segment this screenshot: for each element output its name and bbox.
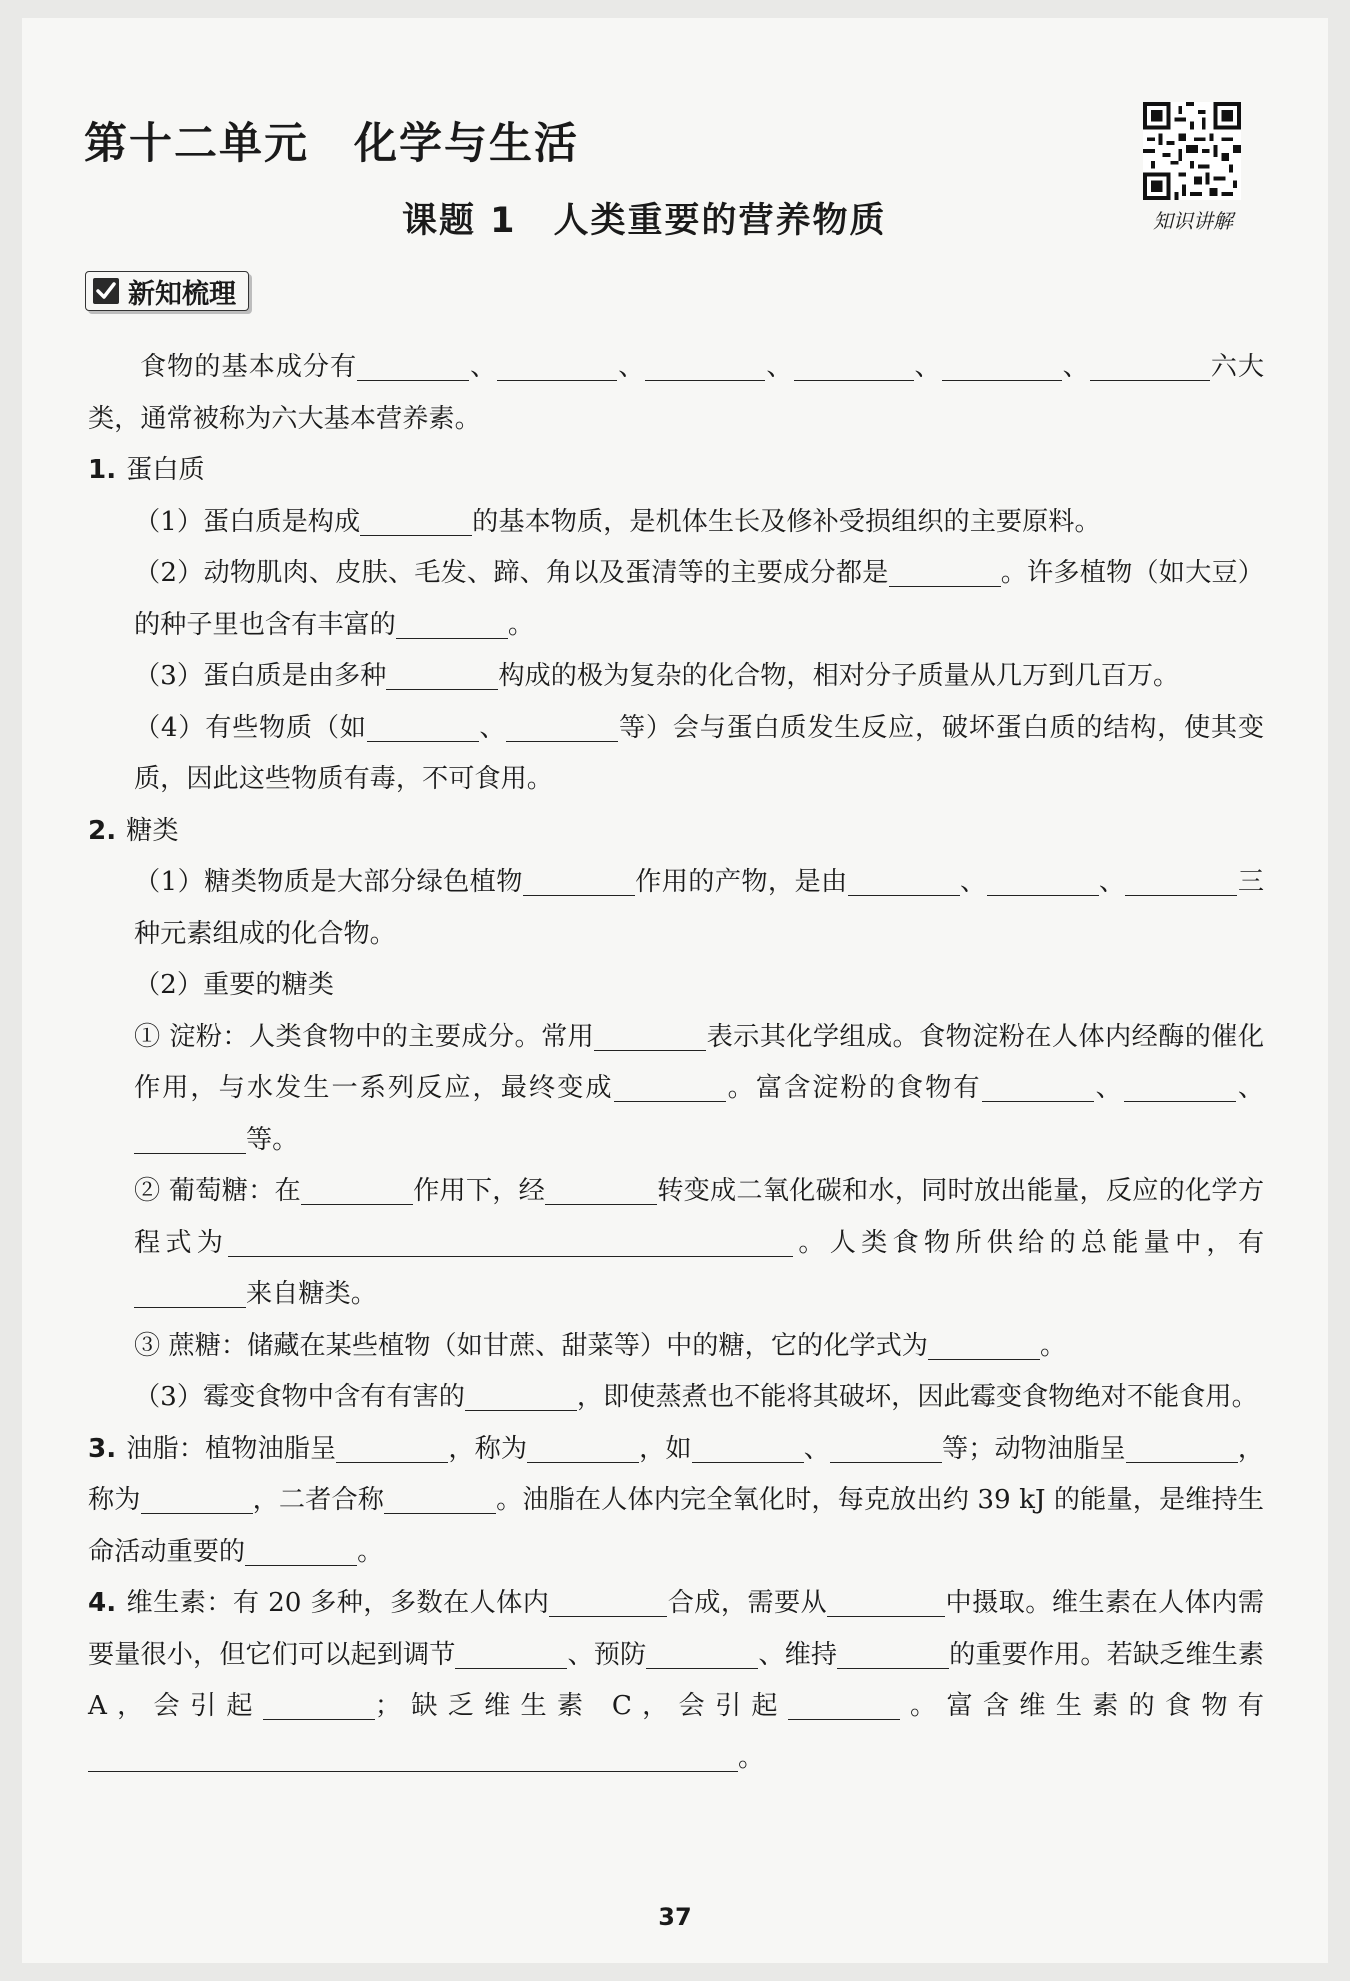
answer-blank[interactable] xyxy=(788,1693,900,1720)
answer-blank[interactable] xyxy=(245,1538,357,1565)
answer-blank[interactable] xyxy=(692,1435,804,1462)
protein-item-1: （1）蛋白质是构成 的基本物质，是机体生长及修补受损组织的主要原料。 xyxy=(134,506,1101,537)
answer-blank[interactable] xyxy=(1124,1075,1236,1102)
protein-item-4: （4）有些物质（如 、 等）会与蛋白质发生反应，破坏蛋白质的结构，使其变质，因此这些物质有毒，不可食用。 xyxy=(134,712,1265,794)
glucose-item: ② 葡萄糖：在 作用下，经 转变成二氧化碳和水，同时放出能量，反应的化学方程式为 。人类食物所供给的总能量中，有来自糖类。 xyxy=(134,1176,1265,1309)
answer-blank[interactable] xyxy=(1090,354,1210,381)
answer-blank[interactable] xyxy=(134,1126,246,1153)
answer-blank[interactable] xyxy=(1126,1435,1238,1462)
section-heading-protein: 1. 蛋白质 xyxy=(88,455,205,485)
checkbox-checked-icon xyxy=(92,277,120,305)
answer-blank-long[interactable] xyxy=(88,1744,738,1771)
answer-blank[interactable] xyxy=(141,1487,253,1514)
qr-label: 知识讲解 xyxy=(1153,209,1233,233)
answer-blank[interactable] xyxy=(982,1075,1094,1102)
answer-blank[interactable] xyxy=(645,354,765,381)
answer-blank[interactable] xyxy=(827,1590,945,1617)
sucrose-item: ③ 蔗糖：储藏在某些植物（如甘蔗、甜菜等）中的糖，它的化学式为 。 xyxy=(134,1330,1067,1361)
sugar-item-2: （2）重要的糖类 xyxy=(134,970,334,1000)
answer-blank[interactable] xyxy=(301,1178,413,1205)
qr-code-icon[interactable] xyxy=(1143,102,1241,200)
answer-blank[interactable] xyxy=(987,869,1099,896)
section-number: 1. xyxy=(88,455,117,485)
section-fat: 3. 油脂：植物油脂呈 ，称为 ，如 、 等；动物油脂呈 ，称为 ，二者合称 。油脂在人体内完全氧化时，每克放出约 39 kJ 的能量，是维持生命活动重要的 。 xyxy=(88,1433,1265,1567)
answer-blank[interactable] xyxy=(336,1435,448,1462)
answer-blank[interactable] xyxy=(928,1332,1040,1359)
section-heading-sugar: 2. 糖类 xyxy=(88,815,179,846)
answer-blank[interactable] xyxy=(848,869,960,896)
sugar-item-1: （1）糖类物质是大部分绿色植物 作用的产物，是由 、 、 三种元素组成的化合物。 xyxy=(134,867,1265,949)
answer-blank[interactable] xyxy=(889,560,1001,587)
answer-blank[interactable] xyxy=(386,663,498,690)
section-vitamin: 4. 维生素：有 20 多种，多数在人体内 合成，需要从 中摄取。维生素在人体内需要量很小，但它们可以起到调节 、预防 、维持 的重要作用。若缺乏维生素 A，会引起 ；缺乏维生素 C，会引起 。富含维生素的食物有。 xyxy=(88,1588,1265,1773)
answer-blank[interactable] xyxy=(360,508,472,535)
section-tag-label: 新知梳理 xyxy=(128,278,236,310)
answer-blank[interactable] xyxy=(794,354,914,381)
worksheet-body xyxy=(88,342,1264,1784)
answer-blank[interactable] xyxy=(837,1641,949,1668)
answer-blank[interactable] xyxy=(465,1384,577,1411)
answer-blank[interactable] xyxy=(523,869,635,896)
answer-blank[interactable] xyxy=(134,1281,246,1308)
intro-paragraph: 食物的基本成分有 、 、 、 、 、 六大类，通常被称为六大基本营养素。 xyxy=(88,352,1265,434)
answer-blank[interactable] xyxy=(1125,869,1237,896)
answer-blank[interactable] xyxy=(545,1178,657,1205)
answer-blank[interactable] xyxy=(263,1693,375,1720)
workbook-page xyxy=(22,18,1328,1963)
answer-blank[interactable] xyxy=(646,1641,758,1668)
protein-item-2: （2）动物肌肉、皮肤、毛发、蹄、角以及蛋清等的主要成分都是 。许多植物（如大豆）的种子里也含有丰富的 。 xyxy=(134,558,1264,640)
answer-blank[interactable] xyxy=(830,1435,942,1462)
answer-blank[interactable] xyxy=(455,1641,567,1668)
section-number: 2. xyxy=(88,815,117,846)
answer-blank[interactable] xyxy=(506,714,618,741)
answer-blank[interactable] xyxy=(367,714,479,741)
section-tag xyxy=(85,271,249,311)
answer-blank[interactable] xyxy=(942,354,1062,381)
answer-blank[interactable] xyxy=(614,1075,726,1102)
section-number: 3. xyxy=(88,1433,117,1464)
answer-blank[interactable] xyxy=(497,354,617,381)
answer-blank[interactable] xyxy=(527,1435,639,1462)
sugar-item-3: （3）霉变食物中含有有害的 ，即使蒸煮也不能将其破坏，因此霉变食物绝对不能食用。 xyxy=(134,1382,1258,1412)
answer-blank[interactable] xyxy=(549,1590,667,1617)
lesson-title: 课题 1 人类重要的营养物质 xyxy=(402,201,887,241)
answer-blank[interactable] xyxy=(594,1023,706,1050)
answer-blank[interactable] xyxy=(384,1487,496,1514)
answer-blank[interactable] xyxy=(396,611,508,638)
equation-blank[interactable] xyxy=(228,1229,793,1256)
protein-item-3: （3）蛋白质是由多种 构成的极为复杂的化合物，相对分子质量从几万到几百万。 xyxy=(134,661,1180,691)
section-number: 4. xyxy=(88,1588,117,1618)
page-number: 37 xyxy=(658,1903,692,1931)
answer-blank[interactable] xyxy=(357,354,469,381)
unit-title: 第十二单元 化学与生活 xyxy=(84,119,579,169)
starch-item: ① 淀粉：人类食物中的主要成分。常用 表示其化学组成。食物淀粉在人体内经酶的催化作用，与水发生一系列反应，最终变成 。富含淀粉的食物有 、 、等。 xyxy=(134,1021,1265,1155)
